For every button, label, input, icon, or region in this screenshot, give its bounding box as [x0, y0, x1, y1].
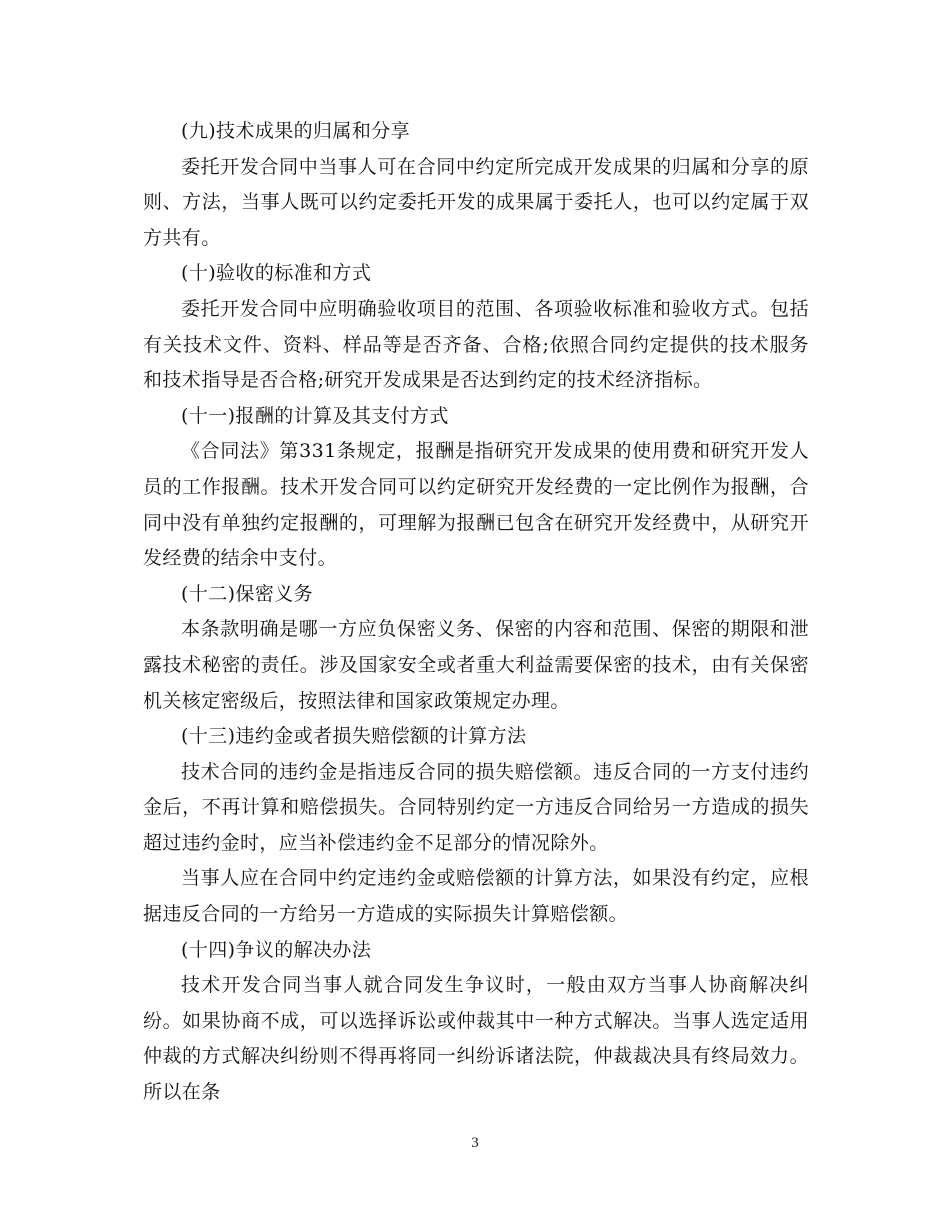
- page-number: 3: [471, 1135, 479, 1151]
- section-heading-11: (十一)报酬的计算及其支付方式: [181, 404, 449, 427]
- section-paragraph-13a: 技术合同的违约金是指违反合同的损失赔偿额。违反合同的一方支付违约金后，不再计算和赔偿损失。合同特别约定一方违反合同给另一方造成的损失超过违约金时，应当补偿违约金不足部分的情况除外。: [143, 760, 809, 854]
- section-paragraph-9: 委托开发合同中当事人可在合同中约定所完成开发成果的归属和分享的原则、方法，当事人既可以约定委托开发的成果属于委托人，也可以约定属于双方共有。: [143, 155, 809, 249]
- section-heading-12: (十二)保密义务: [181, 582, 314, 605]
- section-heading-10: (十)验收的标准和方式: [181, 262, 372, 285]
- section-paragraph-13b: 当事人应在合同中约定违约金或赔偿额的计算方法，如果没有约定，应根据违反合同的一方给另一方造成的实际损失计算赔偿额。: [143, 867, 809, 926]
- section-paragraph-14: 技术开发合同当事人就合同发生争议时，一般由双方当事人协商解决纠纷。如果协商不成，可以选择诉讼或仲裁其中一种方式解决。当事人选定适用仲裁的方式解决纠纷则不得再将同一纠纷诉诸法院，仲裁裁决具有终局效力。所以在条: [143, 974, 809, 1104]
- section-heading-13: (十三)违约金或者损失赔偿额的计算方法: [181, 725, 527, 748]
- section-heading-9: (九)技术成果的归属和分享: [181, 120, 411, 142]
- section-heading-14: (十四)争议的解决办法: [181, 938, 372, 961]
- section-paragraph-12: 本条款明确是哪一方应负保密义务、保密的内容和范围、保密的期限和泄露技术秘密的责任。涉及国家安全或者重大利益需要保密的技术，由有关保密机关核定密级后，按照法律和国家政策规定办理。: [143, 618, 809, 712]
- section-paragraph-11: 《合同法》第331条规定，报酬是指研究开发成果的使用费和研究开发人员的工作报酬。技术开发合同可以约定研究开发经费的一定比例作为报酬，合同中没有单独约定报酬的，可理解为报酬已包含在研究开发经费中，从研究开发经费的结余中支付。: [143, 440, 809, 570]
- section-paragraph-10: 委托开发合同中应明确验收项目的范围、各项验收标准和验收方式。包括有关技术文件、资料、样品等是否齐备、合格;依照合同约定提供的技术服务和技术指导是否合格;研究开发成果是否达到约定的技术经济指标。: [143, 297, 809, 392]
- document-body: [143, 114, 809, 1111]
